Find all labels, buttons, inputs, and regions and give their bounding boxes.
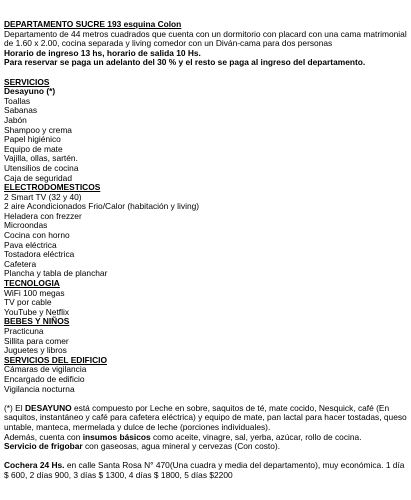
list-item: Caja de seguridad bbox=[4, 172, 72, 183]
list-item: Cámaras de vigilancia bbox=[4, 364, 87, 375]
basic-supplies-rest: como aceite, vinagre, sal, yerba, azúcar, rollo de cocina. bbox=[150, 431, 362, 442]
footnote-text: está compuesto por Leche en sobre, saquitos de té, mate cocido, Nesquick, café (En saquitos, instantáneo y café para cafetera eléctrica) y equipo de mate, pan lactal para hacer tostadas, queso untable, manteca, mermelada y dulce de leche (porciones individuales). bbox=[4, 402, 407, 432]
list-item: Sabanas bbox=[4, 105, 38, 116]
parking-rest: en calle Santa Rosa N° 470(Una cuadra y media del departamento), muy económica. 1 día $ 600, 2 días 900, 3 días $ 1300, 4 días $ 1800, 5 días $2200 bbox=[4, 460, 405, 480]
footnote-breakfast-word: DESAYUNO bbox=[24, 402, 72, 413]
frigobar-rest: con gaseosas, agua mineral y cervezas (Con costo). bbox=[82, 441, 281, 452]
footnote-prefix: (*) El bbox=[4, 402, 25, 413]
section-heading-servicios: SERVICIOS bbox=[4, 76, 50, 87]
list-item: TV por cable bbox=[4, 297, 52, 308]
list-item: Vajilla, ollas, sartén. bbox=[4, 153, 78, 164]
parking-bold: Cochera 24 Hs. bbox=[4, 460, 65, 471]
list-item: Vigilancia nocturna bbox=[4, 383, 75, 394]
breakfast-subheading: Desayuno (*) bbox=[4, 86, 56, 97]
list-item: Encargado de edificio bbox=[4, 373, 85, 384]
parking-text bbox=[4, 461, 407, 480]
list-item: Heladera con frezzer bbox=[4, 210, 82, 221]
section-heading-bebes: BEBES Y NIÑOS bbox=[4, 316, 70, 327]
list-item: Practicuna bbox=[4, 326, 44, 336]
list-item: YouTube y Netflix bbox=[4, 306, 70, 317]
breakfast-footnote bbox=[4, 404, 407, 433]
page-title: DEPARTAMENTO SUCRE 193 esquina Colon bbox=[4, 19, 182, 29]
apartment-description: Departamento de 44 metros cuadrados que cuenta con un dormitorio con placard con una cama matrimonial de 1.60 x 2.00, cocina separada y living comedor con un Diván-cama para dos personas bbox=[4, 28, 407, 49]
list-item: Equipo de mate bbox=[4, 143, 63, 154]
list-item: Shampoo y crema bbox=[4, 124, 72, 135]
section-heading-edificio: SERVICIOS DEL EDIFICIO bbox=[4, 354, 108, 365]
list-item: Microondas bbox=[4, 220, 48, 231]
list-item: 2 Smart TV (32 y 40) bbox=[4, 191, 82, 202]
list-item: Plancha y tabla de planchar bbox=[4, 268, 108, 279]
list-item: WiFi 100 megas bbox=[4, 287, 65, 298]
list-item: Cafetera bbox=[4, 258, 37, 269]
list-item: Sillita para comer bbox=[4, 335, 69, 346]
frigobar-text bbox=[4, 442, 407, 452]
document bbox=[4, 20, 407, 481]
list-item: Toallas bbox=[4, 95, 31, 106]
list-item: 2 aire Acondicionados Frio/Calor (habitación y living) bbox=[4, 201, 200, 212]
spacer bbox=[4, 68, 407, 78]
payment-text: Para reservar se paga un adelanto del 30 % y el resto se paga al ingreso del departamento. bbox=[4, 57, 366, 68]
schedule-text: Horario de ingreso 13 hs, horario de salida 10 Hs. bbox=[4, 47, 201, 58]
list-item: Cocina con horno bbox=[4, 230, 70, 241]
list-item: Papel higiénico bbox=[4, 134, 61, 145]
list-item: Pava eléctrica bbox=[4, 239, 57, 250]
list-item: Tostadora eléctrica bbox=[4, 249, 75, 260]
frigobar-bold: Servicio de frigobar bbox=[4, 441, 83, 452]
list-item: Utensilios de cocina bbox=[4, 162, 79, 173]
section-heading-tecnologia: TECNOLOGIA bbox=[4, 278, 60, 289]
list-item: Jabón bbox=[4, 114, 27, 125]
basic-supplies-bold: insumos básicos bbox=[82, 431, 151, 442]
basic-supplies-prefix: Además, cuenta con bbox=[4, 431, 83, 442]
list-item: Juguetes y libros bbox=[4, 345, 67, 356]
section-heading-electrodomesticos: ELECTRODOMESTICOS bbox=[4, 182, 101, 193]
